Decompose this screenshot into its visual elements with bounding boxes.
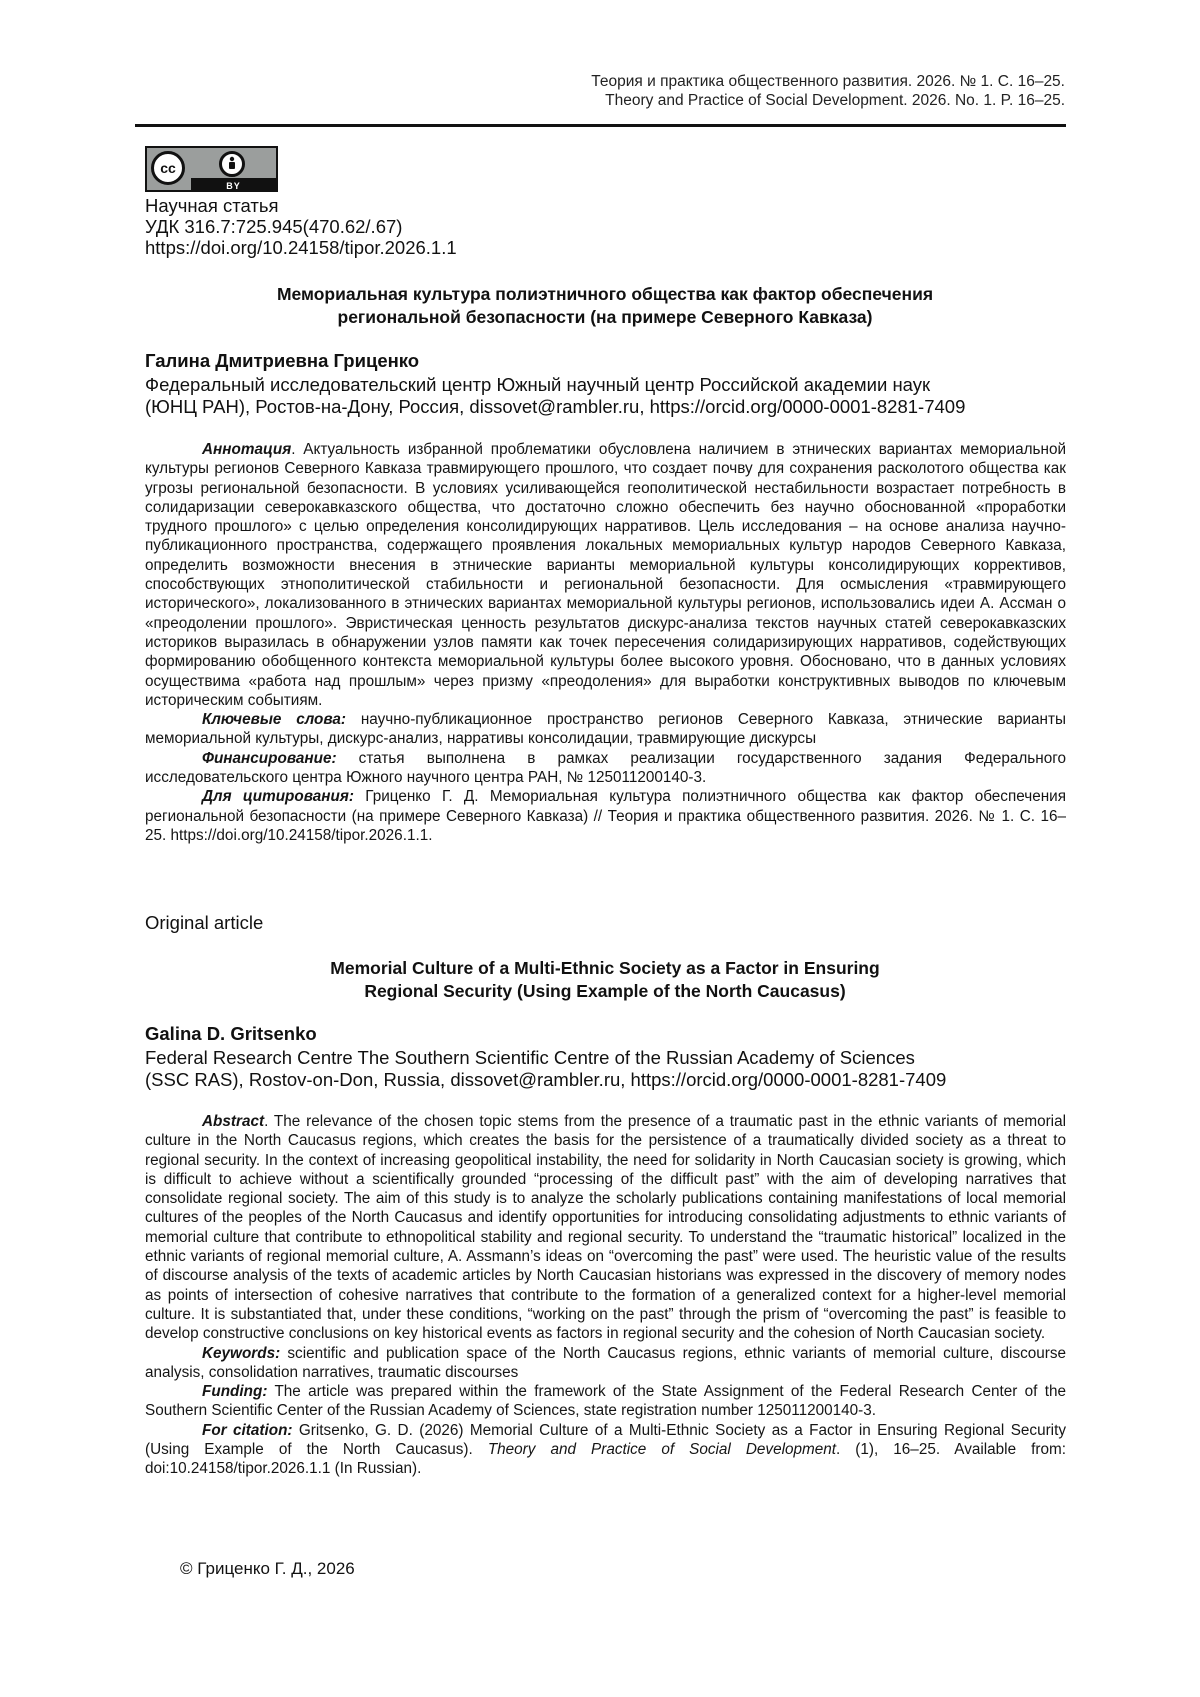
abstract-ru: Аннотация. Актуальность избранной проблематики обусловлена наличием в этнических вариантах мемориальной культуры регионов Северного Кавказа травмирующего прошлого, что создает почву для сохранения расколотого общества как угрозы региональной безопасности. В условиях усиливающейся геополитической нестабильности возрастает потребность в солидаризации северокавказского общества, что достаточно сложно обеспечить без научно обоснованной «проработки трудного прошлого» с целью определения консолидирующих нарративов. Цель исследования – на основе анализа научно-публикационного пространства, содержащего проявления локальных мемориальных культур народов Северного Кавказа, определить возможности внесения в этнические варианты мемориальной культуры консолидирующих коррективов, способствующих этнополитической стабильности и региональной безопасности. Для осмысления «травмирующего исторического», локализованного в этнических вариантах мемориальной культуры регионов, использовались идеи А. Ассман о «преодолении прошлого». Эвристическая ценность результатов дискурс-анализа текстов научных статей северокавказских историков выразилась в обнаружении узлов памяти как точек пересечения солидаризирующих нарративов, содействующих формированию обобщенного контекста мемориальной культуры более высокого уровня. Обосновано, что в данных условиях осуществима «работа над прошлым» через призму «преодоления» для выработки конструктивных выводов по ключевым историческим событиям.	[145, 441, 1066, 709]
udc-code: УДК 316.7:725.945(470.62/.67)	[145, 216, 403, 237]
citation-journal-en: Theory and Practice of Social Development	[487, 1441, 836, 1459]
copyright-notice: © Гриценко Г. Д., 2026	[180, 1559, 355, 1578]
keywords-ru: Ключевые слова: научно-публикационное пространство регионов Северного Кавказа, этнические варианты мемориальной культуры, дискурс-анализ, нарративы консолидации, травмирующие дискурсы	[145, 711, 1066, 748]
funding-ru: Финансирование: статья выполнена в рамках реализации государственного задания Федерального исследовательского центра Южного научного центра РАН, № 125011200140-3.	[145, 749, 1066, 787]
author-name-en: Galina D. Gritsenko	[145, 1023, 317, 1044]
abstract-label-ru: Аннотация	[202, 441, 292, 458]
citation-en: For citation: Gritsenko, G. D. (2026) Memorial Culture of a Multi-Ethnic Society as a Factor in Ensuring Regional Security (Using Example of the North Caucasus). Theory and Practice of Social Development. (1), 16–25. Available from: doi:10.24158/tipor.2026.1.1 (In Russian).	[145, 1421, 1066, 1478]
abstract-block-ru	[145, 440, 1066, 845]
citation-ru: Для цитирования: Гриценко Г. Д. Мемориальная культура полиэтничного общества как фактор обеспечения региональной безопасности (на примере Северного Кавказа) // Теория и практика общественного развития. 2026. № 1. С. 16–25. https://doi.org/10.24158/tipor.2026.1.1.	[145, 788, 1066, 844]
affiliation-en: Federal Research Centre The Southern Scientific Centre of the Russian Academy of Sciences (SSC RAS), Rostov-on-Don, Russia, dissovet@rambler.ru, https://orcid.org/0000-0001-8281-7409	[145, 1047, 947, 1090]
header-rule	[135, 124, 1066, 127]
keywords-en: Keywords: scientific and publication space of the North Caucasus regions, ethnic variants of memorial culture, discourse analysis, consolidation narratives, traumatic discourses	[145, 1344, 1066, 1381]
running-header-en: Theory and Practice of Social Development. 2026. No. 1. P. 16–25.	[605, 92, 1065, 109]
running-header	[591, 72, 1065, 110]
cc-by-license-icon[interactable]	[145, 146, 278, 192]
article-type-en: Original article	[145, 912, 264, 933]
title-en: Memorial Culture of a Multi-Ethnic Society as a Factor in Ensuring Regional Security (Using Example of the North Caucasus)	[330, 958, 880, 1001]
cc-icon: cc	[151, 151, 185, 185]
article-type-ru: Научная статья	[145, 195, 279, 216]
abstract-block-en	[145, 1112, 1066, 1479]
abstract-label-en: Abstract	[202, 1113, 265, 1130]
attribution-person-icon	[219, 151, 245, 177]
funding-en: Funding: The article was prepared within the framework of the State Assignment of the Federal Research Center of the Southern Scientific Center of the Russian Academy of Sciences, state registration number 125011200140-3.	[145, 1383, 1066, 1420]
abstract-en: Abstract. The relevance of the chosen topic stems from the presence of a traumatic past in the ethnic variants of memorial culture in the North Caucasus regions, which creates the basis for the persistence of a traumatically divided society as a threat to regional security. In the context of increasing geopolitical instability, the need for solidarity in North Caucasian society is growing, which is difficult to achieve without a scientifically grounded “processing of the difficult past” with the aim of developing narratives that consolidate regional society. The aim of this study is to analyze the scholarly publications containing manifestations of local memorial cultures of the peoples of the North Caucasus and identify opportunities for introducing consolidating adjustments to ethnic variants of memorial culture that contribute to ethnopolitical stability and regional security. To understand the “traumatic historical” localized in the ethnic variants of regional memorial culture, A. Assmann’s ideas on “overcoming the past” were used. The heuristic value of the results of discourse analysis of the texts of academic articles by North Caucasian historians was expressed in the discovery of memory nodes as points of intersection of cohesive narratives that contribute to the formation of a generalized context for a higher-level memorial culture. It is substantiated that, under these conditions, “working on the past” through the prism of “overcoming the past” is feasible to develop constructive conclusions on key historical events as factors in regional security and the cohesion of North Caucasian society.	[145, 1113, 1066, 1343]
title-ru: Мемориальная культура полиэтничного общества как фактор обеспечения региональной безопасности (на примере Северного Кавказа)	[276, 284, 934, 327]
doi-link[interactable]: https://doi.org/10.24158/tipor.2026.1.1	[145, 237, 457, 258]
affiliation-ru: Федеральный исследовательский центр Южный научный центр Российской академии наук (ЮНЦ РАН), Ростов-на-Дону, Россия, dissovet@rambler.ru, https://orcid.org/0000-0001-8281-7409	[145, 374, 966, 417]
author-name-ru: Галина Дмитриевна Гриценко	[145, 350, 420, 371]
article-meta	[145, 195, 457, 258]
by-label-strip: BY	[191, 178, 276, 190]
running-header-ru: Теория и практика общественного развития. 2026. № 1. С. 16–25.	[591, 73, 1065, 90]
